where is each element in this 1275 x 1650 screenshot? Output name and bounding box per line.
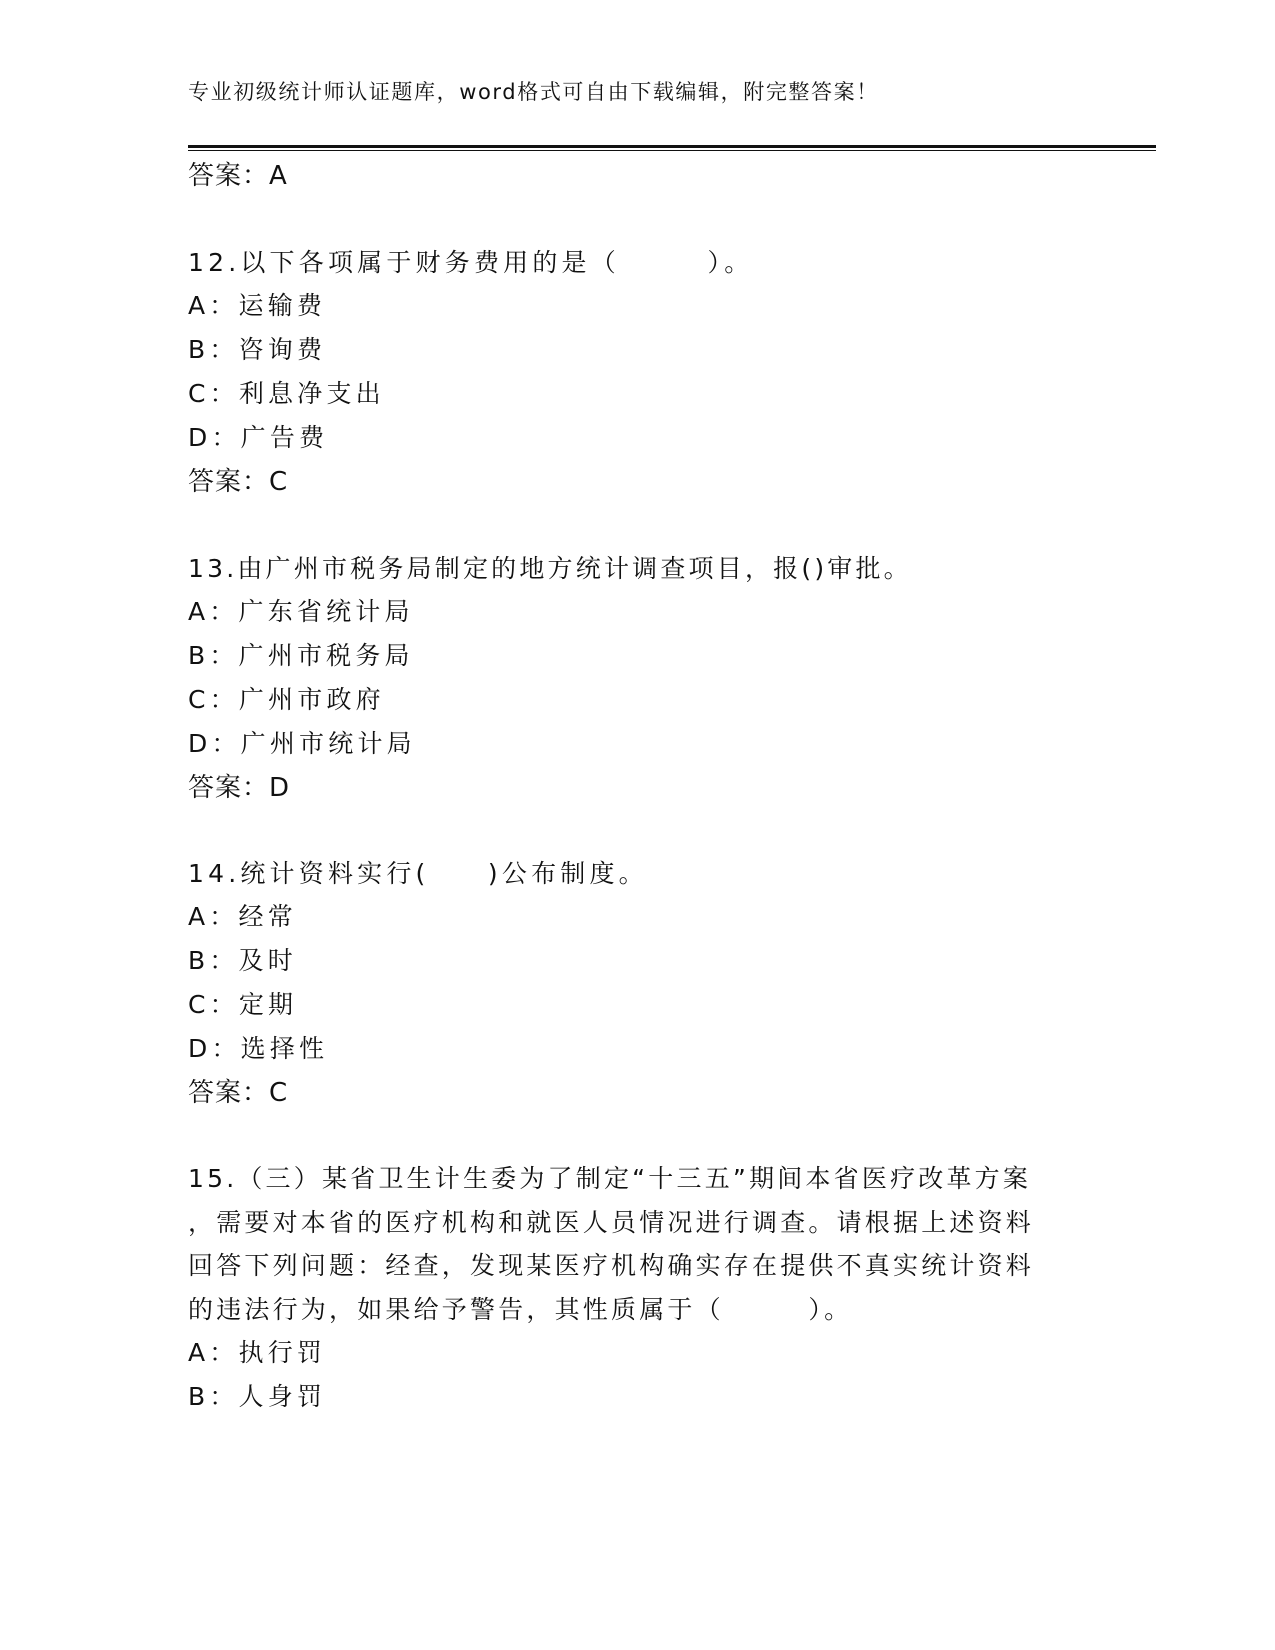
option-d: D：广州市统计局: [188, 729, 416, 758]
question-stem: 13.由广州市税务局制定的地方统计调查项目，报()审批。: [188, 554, 912, 583]
option-a: A：执行罚: [188, 1338, 327, 1367]
option-b: B：广州市税务局: [188, 641, 414, 670]
answer-line: 答案：D: [188, 773, 291, 803]
option-b: B：及时: [188, 946, 297, 975]
option-b: B：咨询费: [188, 335, 327, 364]
option-a: A：运输费: [188, 291, 327, 320]
option-d: D：选择性: [188, 1034, 329, 1063]
page-header: 专业初级统计师认证题库，word格式可自由下载编辑，附完整答案！: [188, 80, 879, 104]
question-stem: 12.以下各项属于财务费用的是（ ）。: [188, 248, 754, 277]
header-rule: [188, 145, 1156, 148]
option-c: C：广州市政府: [188, 685, 385, 714]
question-stem-line: 回答下列问题：经查，发现某医疗机构确实存在提供不真实统计资料: [188, 1251, 1035, 1280]
question-stem-line: 15.（三）某省卫生计生委为了制定“十三五”期间本省医疗改革方案: [188, 1164, 1032, 1193]
option-c: C：定期: [188, 990, 298, 1019]
question-stem: 14.统计资料实行( )公布制度。: [188, 859, 648, 888]
option-d: D：广告费: [188, 423, 329, 452]
option-a: A：广东省统计局: [188, 597, 414, 626]
option-b: B：人身罚: [188, 1382, 327, 1411]
question-stem-line: ，需要对本省的医疗机构和就医人员情况进行调查。请根据上述资料: [188, 1208, 1035, 1237]
option-a: A：经常: [188, 902, 297, 931]
question-stem-line: 的违法行为，如果给予警告，其性质属于（ ）。: [188, 1295, 853, 1324]
option-c: C：利息净支出: [188, 379, 385, 408]
answer-line: 答案：C: [188, 467, 289, 497]
answer-line: 答案：C: [188, 1078, 289, 1108]
answer-line: 答案：A: [188, 161, 288, 191]
